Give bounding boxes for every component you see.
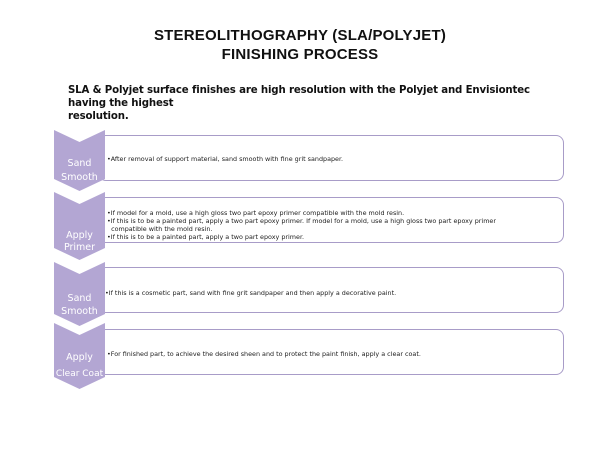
- step-2-bullet-1: •If model for a mold, use a high gloss two part epoxy primer compatible with the mold resin.: [107, 209, 405, 217]
- step-2-description-box: [98, 197, 564, 243]
- step-4-chevron: [54, 323, 105, 389]
- step-1-bullet-list: [107, 155, 553, 163]
- step-1-bullet-1: •After removal of support material, sand smooth with fine grit sandpaper.: [107, 155, 344, 163]
- step-2-bullet-3: •If this is to be a painted part, apply a two part epoxy primer.: [107, 233, 305, 241]
- step-4-label-line-2: Clear Coat: [55, 369, 104, 379]
- intro-line-1: SLA & Polyjet surface finishes are high resolution with the Polyjet and Envisiontec having the highest: [68, 85, 530, 109]
- step-3-bullet-1: •If this is a cosmetic part, sand with fine grit sandpaper and then apply a decorative paint.: [105, 289, 397, 297]
- step-4-description-box: [98, 329, 564, 375]
- step-4-bullet-list: [107, 350, 553, 358]
- step-2-label-line-2: Primer: [63, 242, 96, 253]
- step-2-bullet-list: [107, 209, 553, 241]
- step-3-label-line-1: Sand: [67, 293, 92, 304]
- step-3-bullet-list: [105, 289, 553, 297]
- step-2-bullet-2-continued: compatible with the mold resin.: [107, 225, 213, 233]
- step-4-bullet-1: •For finished part, to achieve the desired sheen and to protect the paint finish, apply a clear coat.: [107, 350, 421, 358]
- intro-line-2: resolution.: [68, 111, 129, 122]
- step-1-label-line-1: Sand: [67, 158, 92, 169]
- intro-paragraph: [68, 84, 568, 123]
- step-1-chevron: [54, 130, 105, 191]
- page-title-line-2: FINISHING PROCESS: [221, 46, 379, 63]
- step-1-description-box: [98, 135, 564, 181]
- step-2-bullet-2: •If this is to be a painted part, apply a two part epoxy primer. If model for a mold, use a high gloss two part epoxy primer: [107, 217, 496, 225]
- step-3-label-line-2: Smooth: [61, 306, 98, 317]
- step-2-label-line-1: Apply: [66, 230, 93, 241]
- step-4-label-line-1: Apply: [66, 352, 93, 363]
- step-3-description-box: [98, 267, 564, 313]
- step-1-label-line-2: Smooth: [61, 172, 98, 183]
- step-3-chevron: [54, 262, 105, 326]
- step-2-chevron: [54, 192, 105, 260]
- page-title-line-1: STEREOLITHOGRAPHY (SLA/POLYJET): [153, 27, 447, 44]
